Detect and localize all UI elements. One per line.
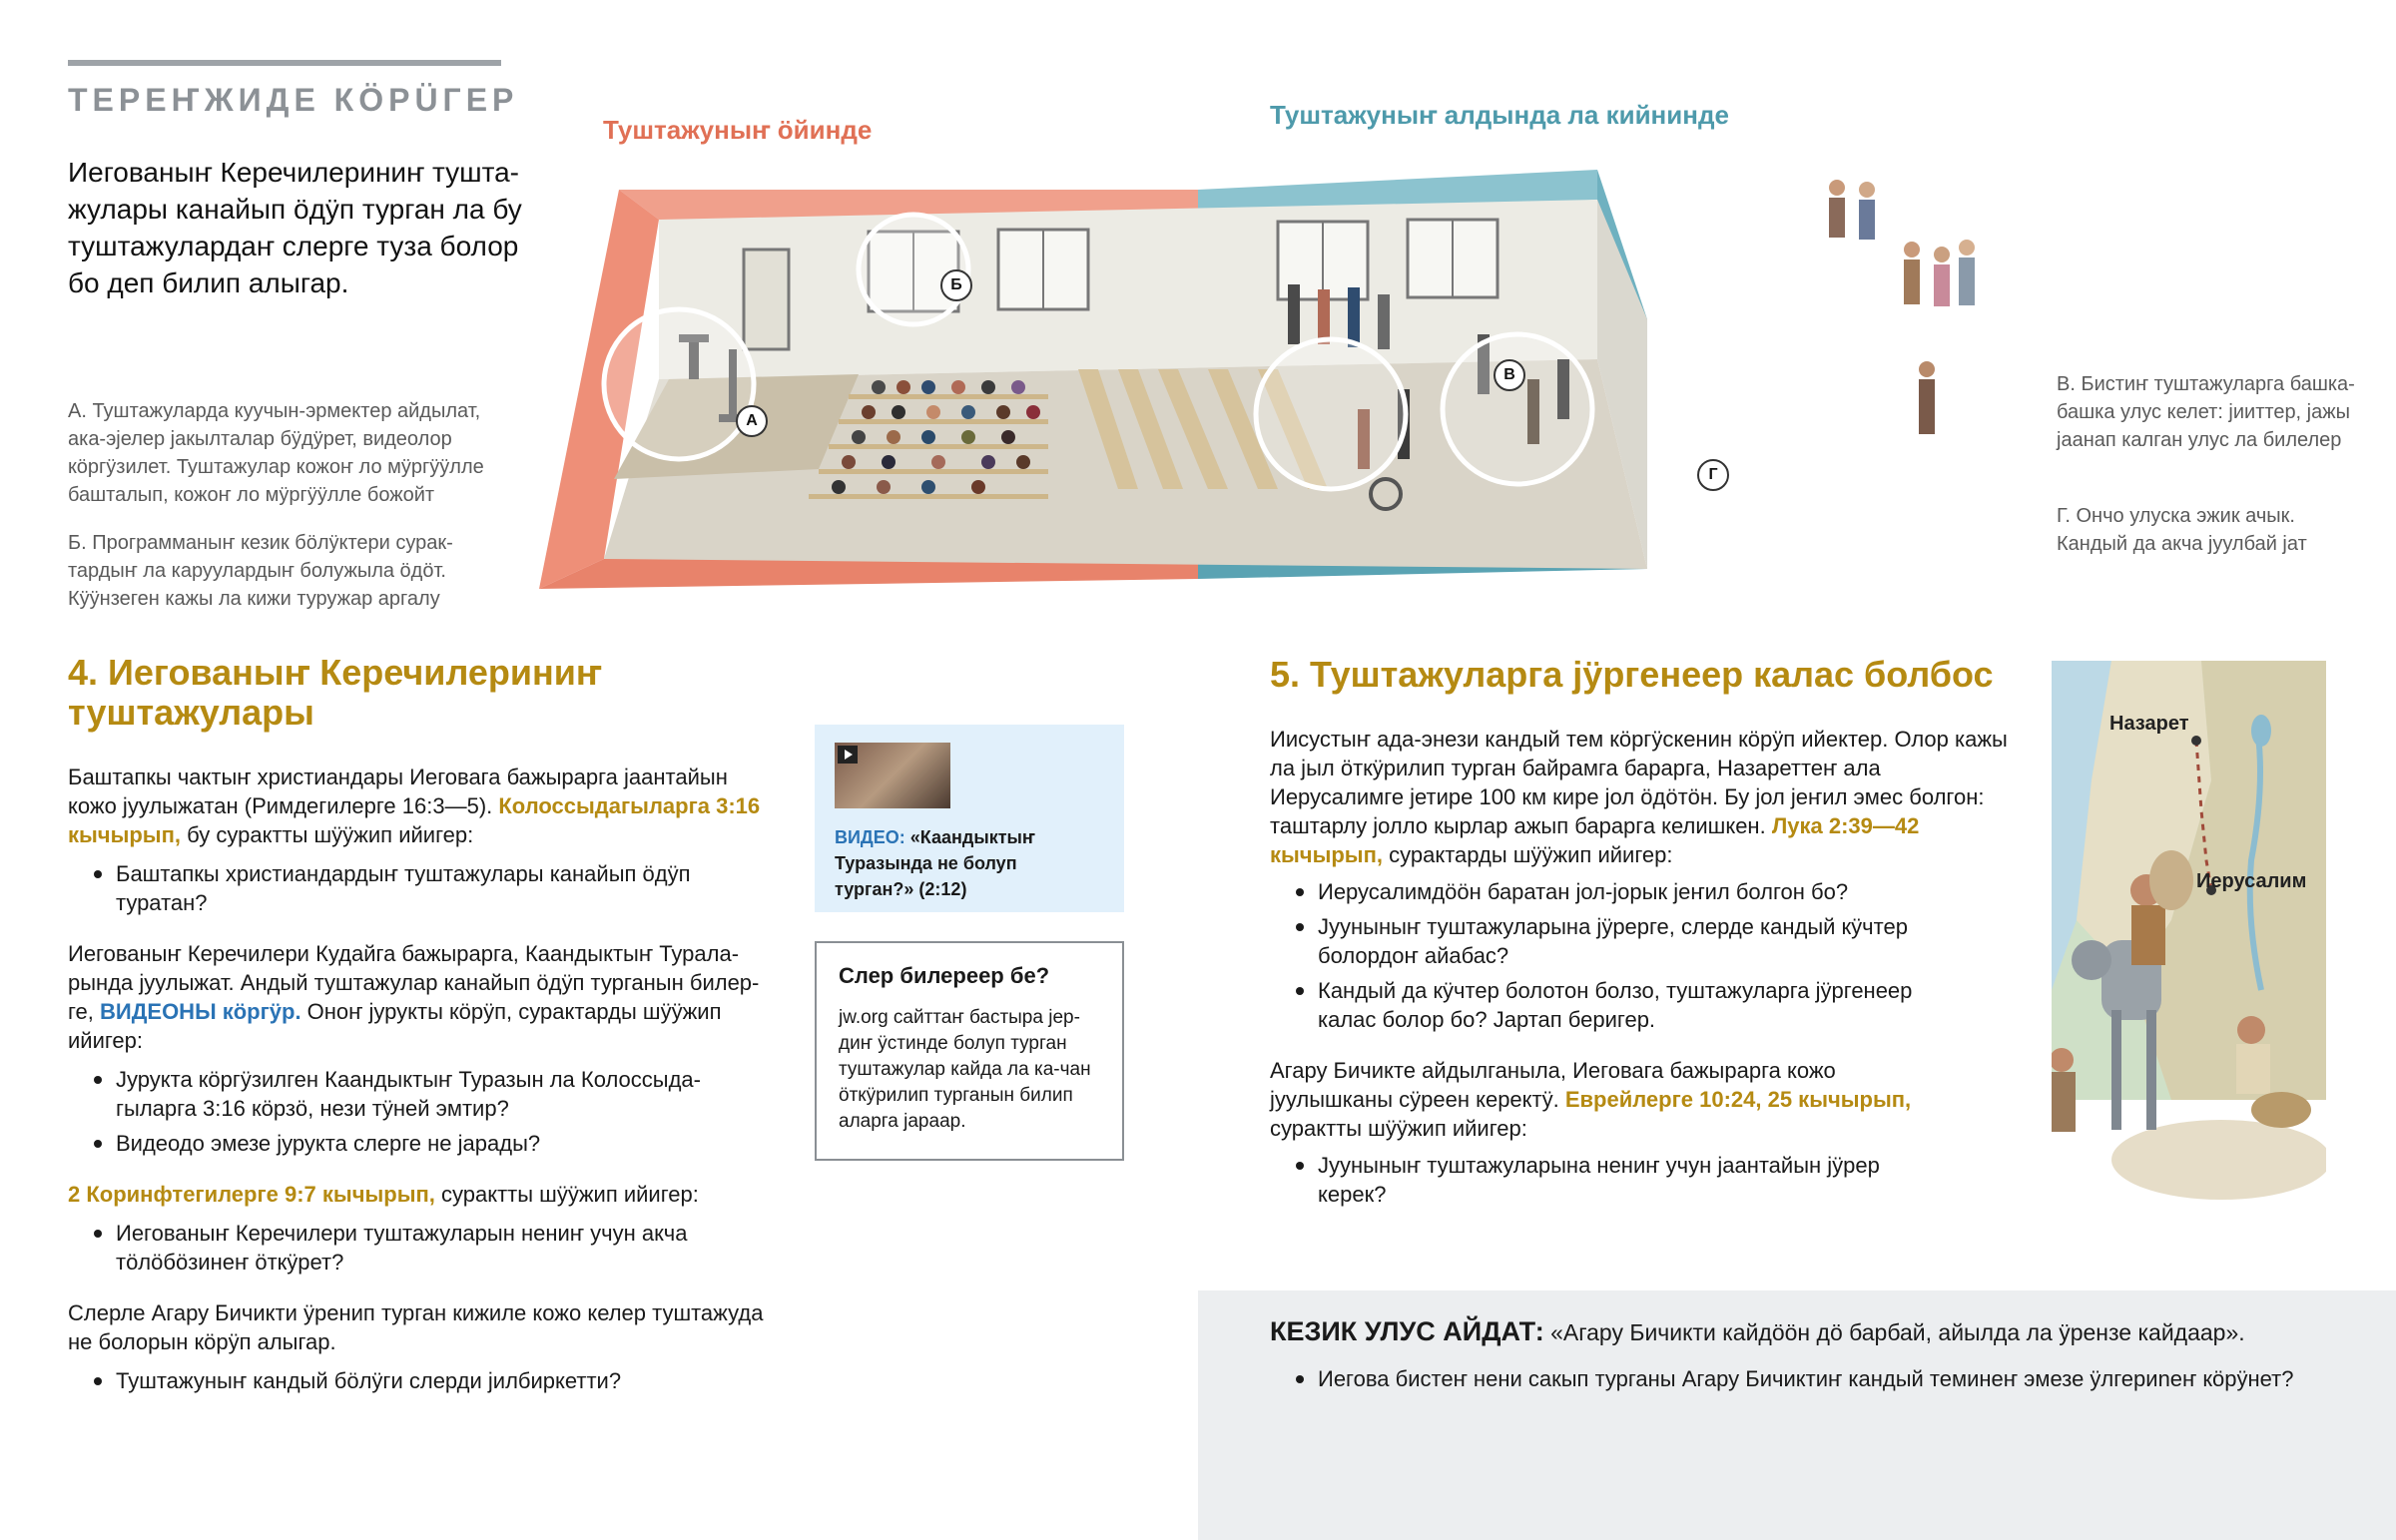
footer-line [1270, 1316, 2378, 1347]
video-label: ВИДЕО: [835, 827, 905, 847]
scripture-ref-colossians[interactable]: Колоссыдагыларга 3:16 кычырып, [68, 793, 761, 847]
section5-title: 5. Туштажуларга јӱргенеер калас болбос [1270, 654, 1994, 695]
kicker-title: ТЕРЕҤЖИДЕ КӦРÜГЕР [68, 82, 519, 118]
question-item: Јууныныҥ туштажуларына нениҥ учун јаантайын јӱрер керек? [1270, 1151, 1909, 1209]
section5-questions-2 [1270, 1151, 1909, 1209]
video-thumbnail[interactable] [835, 743, 950, 808]
section4-questions-3 [68, 1219, 777, 1277]
label-inside: Туштажуныҥ ӧйинде [603, 115, 873, 145]
scripture-ref-hebrews[interactable]: Еврейлерге 10:24, 25 кычырып, [1564, 1087, 1912, 1112]
kicker-bar [68, 60, 501, 66]
section5-p2 [1270, 1056, 1949, 1143]
caption-v: В. Бистиҥ туштажуларга башка-башка улус келет: јииттер, јажы јаанап калган улус ла билелер [2057, 373, 2355, 451]
marker-v: В [1494, 359, 1525, 391]
section4-p2-text: Иегованыҥ Керечилери Кудайга бажырарга, Каандыктыҥ Турала-рында јуулыжат. Андый туштажулар канайып ӧдӱп турганын билер-ге, [68, 941, 760, 1024]
question-item: Јурукта кӧргӱзилген Каандыктыҥ Туразын ла Колоссыда-гыларга 3:16 кӧрзӧ, нези тӱней эмтир? [68, 1065, 777, 1123]
label-outside: Туштажуныҥ алдында ла кийнинде [1270, 100, 1729, 130]
did-you-know-box [815, 941, 1124, 1161]
section4-title: 4. Иегованыҥ Керечилериниҥ туштажулары [68, 652, 602, 733]
footer-quote: «Агару Бичикти кайдӧӧн дӧ барбай, айылда ла ӱрензе кайдаар». [1543, 1319, 2245, 1345]
video-box[interactable] [815, 725, 1124, 912]
video-caption [835, 824, 1094, 902]
question-item: Кандый да кӱчтер болотон болзо, туштажуларга јӱргенеер калас болор бо? Јартап беригер. [1270, 976, 1929, 1034]
intro-text: Иегованыҥ Керечилериниҥ тушта-жулары канайып ӧдӱп турган ла бу туштажулардаҥ слерге туза болор бо деп билип алыгар. [68, 157, 522, 298]
marker-g: Г [1697, 459, 1729, 491]
scripture-ref-luke[interactable]: Лука 2:39—42 кычырып, [1270, 813, 1920, 867]
section5 [1270, 655, 2009, 1215]
caption-g: Г. Ончо улуска эжик ачык. Кандый да акча јуулбай јат [2057, 505, 2307, 555]
section5-p1-tail: сурактарды шӱӱжип ийигер: [1383, 842, 1673, 867]
section4-p1 [68, 763, 777, 849]
question-item: Видеодо эмезе јурукта слерге не јарады? [68, 1129, 777, 1158]
map-graphic [2052, 661, 2326, 1220]
question-item: Иегова бистеҥ нени сакып турганы Агару Бичиктиҥ кандый теминеҥ эмезе ӱлгериneҥ кӧрӱнет? [1270, 1364, 2378, 1393]
section5-p2-text: Агару Бичикте айдылганыла, Иеговага бажырарга кожо јуулышканы сӱреен керектӱ. [1270, 1058, 1836, 1112]
map-label-nazareth: Назарет [2109, 713, 2189, 735]
scripture-ref-corinthians[interactable]: 2 Коринфтегилерге 9:7 кычырып, [68, 1182, 435, 1207]
marker-a: А [736, 405, 768, 437]
section5-p1-text: Иисустыҥ ада-энези кандый тем кӧргӱскенин кӧрӱп ийектер. Олор кажы ла јыл ӧткӱрилип турган байрамга барарга, Назареттеҥ ала Иерусалимге јетире 100 км кире јол ӧдӧтӧн. Бу јол јеҥил эмес болгон: таштарлу јолло кырлар ажып барарга келишкен. [1270, 727, 2008, 838]
section4 [68, 653, 777, 1401]
section5-questions-1 [1270, 877, 1929, 1034]
section4-p2-tail: Оноҥ јурукты кӧрӱп, сурактарды шӱӱжип ийигер: [68, 999, 722, 1053]
did-you-know-text: jw.org сайттаҥ бастыра јер-диҥ ӱстинде болуп турган туштажулар кайда ла ка-чан ӧткӱрилип турганын билип аларга јараар. [839, 1007, 1091, 1132]
section4-questions-2 [68, 1065, 777, 1158]
kingdom-hall-illustration [519, 160, 1917, 609]
footer-questions [1270, 1364, 2378, 1399]
map-illustration [2052, 661, 2326, 1220]
footer-box [1198, 1290, 2396, 1540]
section5-p1 [1270, 725, 2009, 869]
section4-p4: Слерле Агару Бичикти ӱренип турган кижиле кожо келер туштажуда не болорын кӧрӱп алыгар. [68, 1300, 764, 1354]
did-you-know-title: Слер билереер бе? [839, 963, 1050, 988]
question-item: Баштапкы христиандардыҥ туштажулары канайып ӧдӱп туратан? [68, 859, 777, 917]
caption-a: А. Туштажуларда куучын-эрмектер айдылат, ака-эјелер јакылталар бӱдӱрет, видеолор кӧргӱзилет. Туштажулар кожоҥ ло мӱргӱӱлле башталып, кожоҥ ло мӱргӱӱлле божойт [68, 400, 484, 506]
section4-p2 [68, 939, 777, 1055]
caption-b: Б. Программаныҥ кезик бӧлӱктери сурак-тардыҥ ла каруулардыҥ болужыла ӧдӧт. Кӱӱнзеген кажы ла кижи туружар аргалу [68, 532, 453, 610]
section4-p3 [68, 1180, 777, 1209]
section4-p1-tail: бу сурактты шӱӱжип ийигер: [181, 822, 474, 847]
question-item: Иерусалимдӧӧн баратан јол-јорык јеҥил болгон бо? [1270, 877, 1929, 906]
play-icon [838, 746, 858, 764]
video-link[interactable]: ВИДЕОНЫ кӧргӱр. [100, 999, 301, 1024]
question-item: Јууныныҥ туштажуларына јӱрерге, слерде кандый кӱчтер болордоҥ айабас? [1270, 912, 1929, 970]
marker-b: Б [940, 269, 972, 301]
section4-questions-4 [68, 1366, 777, 1395]
section4-p3-tail: сурактты шӱӱжип ийигер: [434, 1182, 699, 1207]
map-label-jerusalem: Иерусалим [2196, 870, 2307, 892]
people-outside-illustration [1817, 170, 1997, 469]
footer-label: КЕЗИК УЛУС АЙДАТ: [1270, 1316, 1544, 1346]
section5-p2-tail: сурактты шӱӱжип ийигер: [1270, 1116, 1527, 1141]
section4-questions-1 [68, 859, 777, 917]
video-title: «Каандыктыҥ Туразында не болуп турган?» (2:12) [835, 827, 1035, 899]
section4-p1-text: Баштапкы чактыҥ христиандары Иеговага бажырарга јаантайын кожо јуулыжатан (Римдегилерге 16:3—5). [68, 765, 728, 818]
question-item: Туштажуныҥ кандый бӧлӱги слерди јилбиркетти? [68, 1366, 777, 1395]
question-item: Иегованыҥ Керечилери туштажуларын нениҥ учун акча тӧлӧбӧзинеҥ ӧткӱрет? [68, 1219, 777, 1277]
